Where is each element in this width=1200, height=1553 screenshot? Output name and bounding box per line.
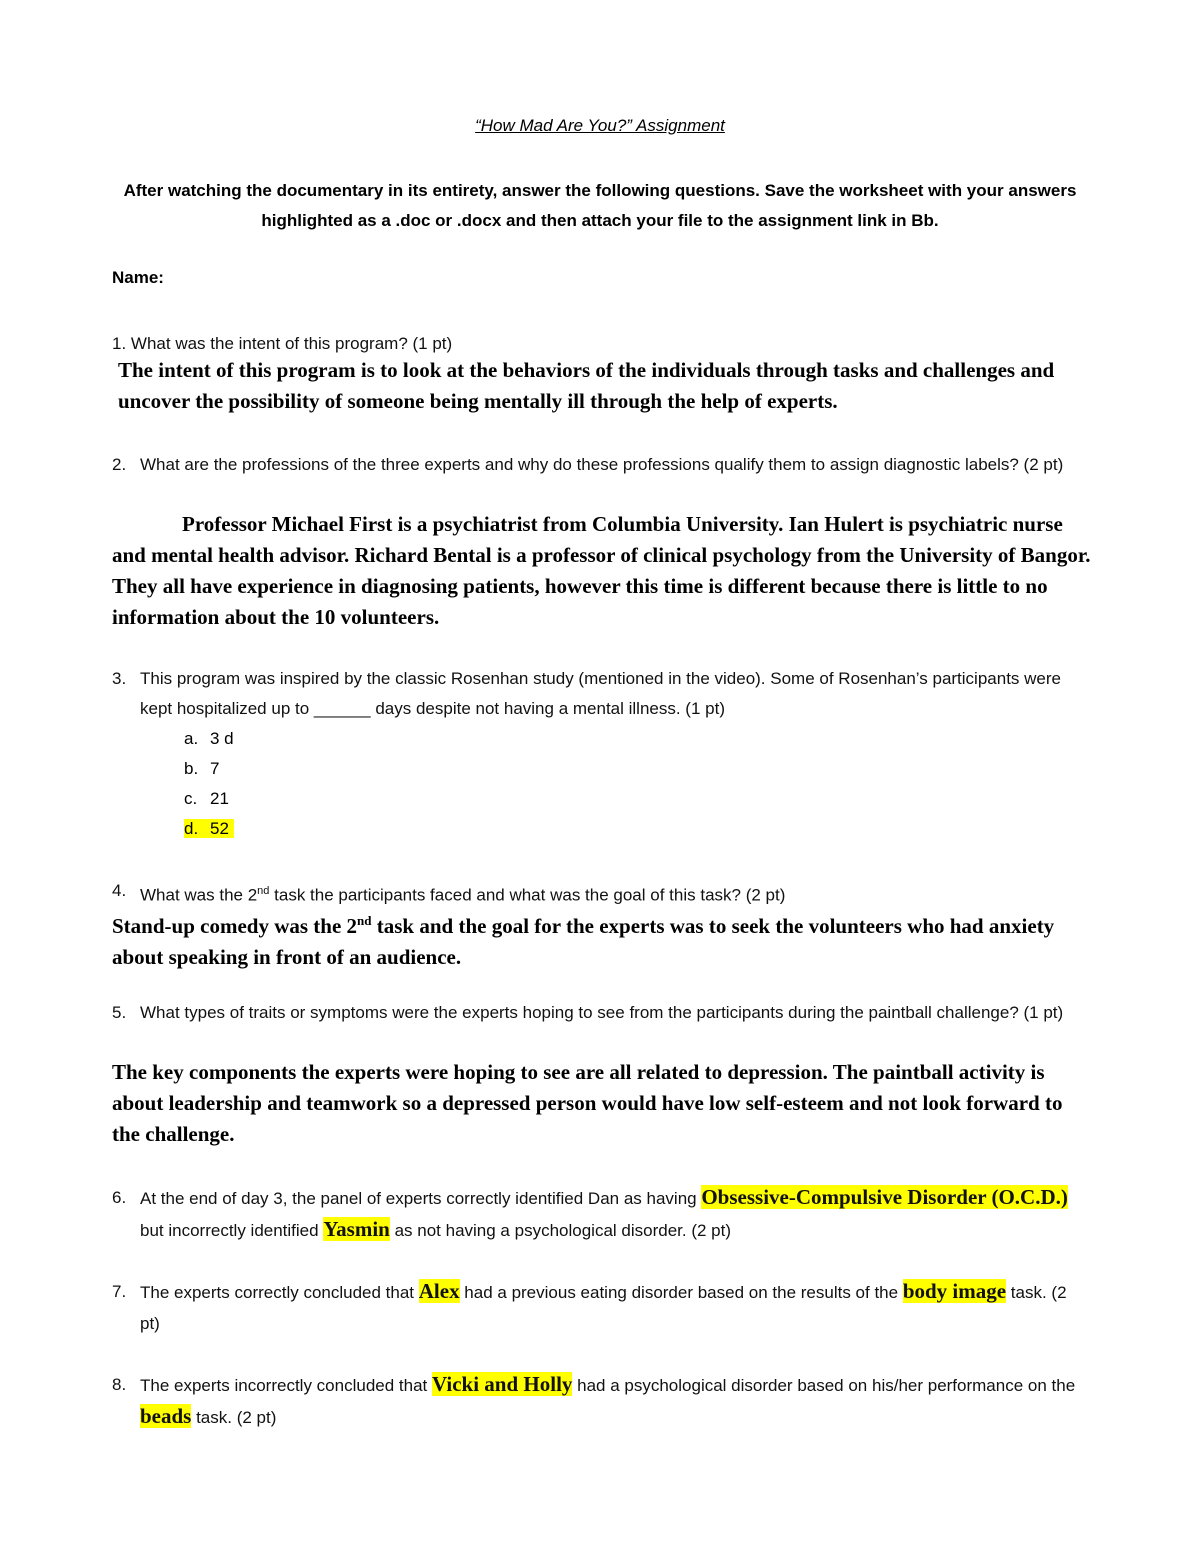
question-6 (112, 1182, 1088, 1246)
question-text: This program was inspired by the classic Rosenhan study (mentioned in the video). Some of Rosenhan’s participants were kept hospitalized up to ______ days despite not having a mental illness. (1 pt) (140, 669, 1061, 718)
question-text: What are the professions of the three experts and why do these professions qualify them to assign diagnostic labels? (2 pt) (140, 455, 1064, 474)
question-number: 7. (112, 1282, 127, 1301)
question-3 (112, 664, 1088, 724)
instructions: After watching the documentary in its entirety, answer the following questions. Save the worksheet with your answers highlighted as a .doc or .docx and then attach your file to the assignment link in Bb. (123, 181, 1077, 230)
options-list (184, 724, 234, 844)
question-8 (112, 1369, 1088, 1433)
question-5 (112, 998, 1088, 1028)
answer-blank-1: Vicki and Holly (431, 1372, 573, 1396)
name-label: Name: (112, 268, 164, 287)
answer-blank-2: body image (902, 1279, 1007, 1303)
option-b: b. 7 (184, 759, 220, 778)
question-number: 6. (112, 1188, 127, 1207)
option-c: c. 21 (184, 789, 229, 808)
option-d-selected: d. 52 (184, 814, 234, 844)
question-7 (112, 1276, 1088, 1339)
question-text: The experts correctly concluded that Alex had a previous eating disorder based on the results of the body image task. (2 pt) (140, 1279, 1067, 1333)
answer-4: Stand-up comedy was the 2nd task and the goal for the experts was to seek the volunteers who had anxiety about speaking in front of an audience. (112, 913, 1055, 969)
question-number: 5. (112, 1003, 127, 1022)
question-number: 8. (112, 1375, 127, 1394)
question-number: 3. (112, 669, 127, 688)
question-text: The experts incorrectly concluded that Vicki and Holly had a psychological disorder based on his/her performance on the beads task. (2 pt) (140, 1372, 1076, 1428)
answer-blank-2: Yasmin (323, 1217, 390, 1241)
answer-blank-1: Alex (418, 1279, 460, 1303)
question-text: What was the intent of this program? (1 pt) (130, 334, 453, 353)
answer-blank-2: beads (140, 1404, 192, 1428)
question-text: What was the 2nd task the participants faced and what was the goal of this task? (2 pt) (140, 885, 786, 905)
question-number: 1. (112, 334, 127, 353)
question-2 (112, 450, 1088, 480)
question-number: 2. (112, 455, 127, 474)
answer-2: Professor Michael First is a psychiatrist from Columbia University. Ian Hulert is psychiatric nurse and mental health advisor. Richard Bental is a professor of clinical psychology from the University of Bangor. They all have experience in diagnosing patients, however this time is different because there is little to no information about the 10 volunteers. (112, 512, 1091, 629)
question-text: What types of traits or symptoms were the experts hoping to see from the participants during the paintball challenge? (1 pt) (140, 1003, 1064, 1022)
document-title: “How Mad Are You?” Assignment (475, 116, 725, 135)
question-text: At the end of day 3, the panel of experts correctly identified Dan as having Obsessive-Compulsive Disorder (O.C.D.) but incorrectly identified Yasmin as not having a psychological disorder. (2 pt) (140, 1185, 1068, 1241)
answer-1: The intent of this program is to look at the behaviors of the individuals through tasks and challenges and uncover the possibility of someone being mentally ill through the help of experts. (118, 358, 1055, 413)
answer-5: The key components the experts were hoping to see are all related to depression. The paintball activity is about leadership and teamwork so a depressed person would have low self-esteem and not look forward to the challenge. (112, 1060, 1063, 1146)
answer-blank-1: Obsessive-Compulsive Disorder (O.C.D.) (701, 1185, 1068, 1209)
question-number: 4. (112, 881, 127, 900)
option-a: a. 3 d (184, 729, 234, 748)
